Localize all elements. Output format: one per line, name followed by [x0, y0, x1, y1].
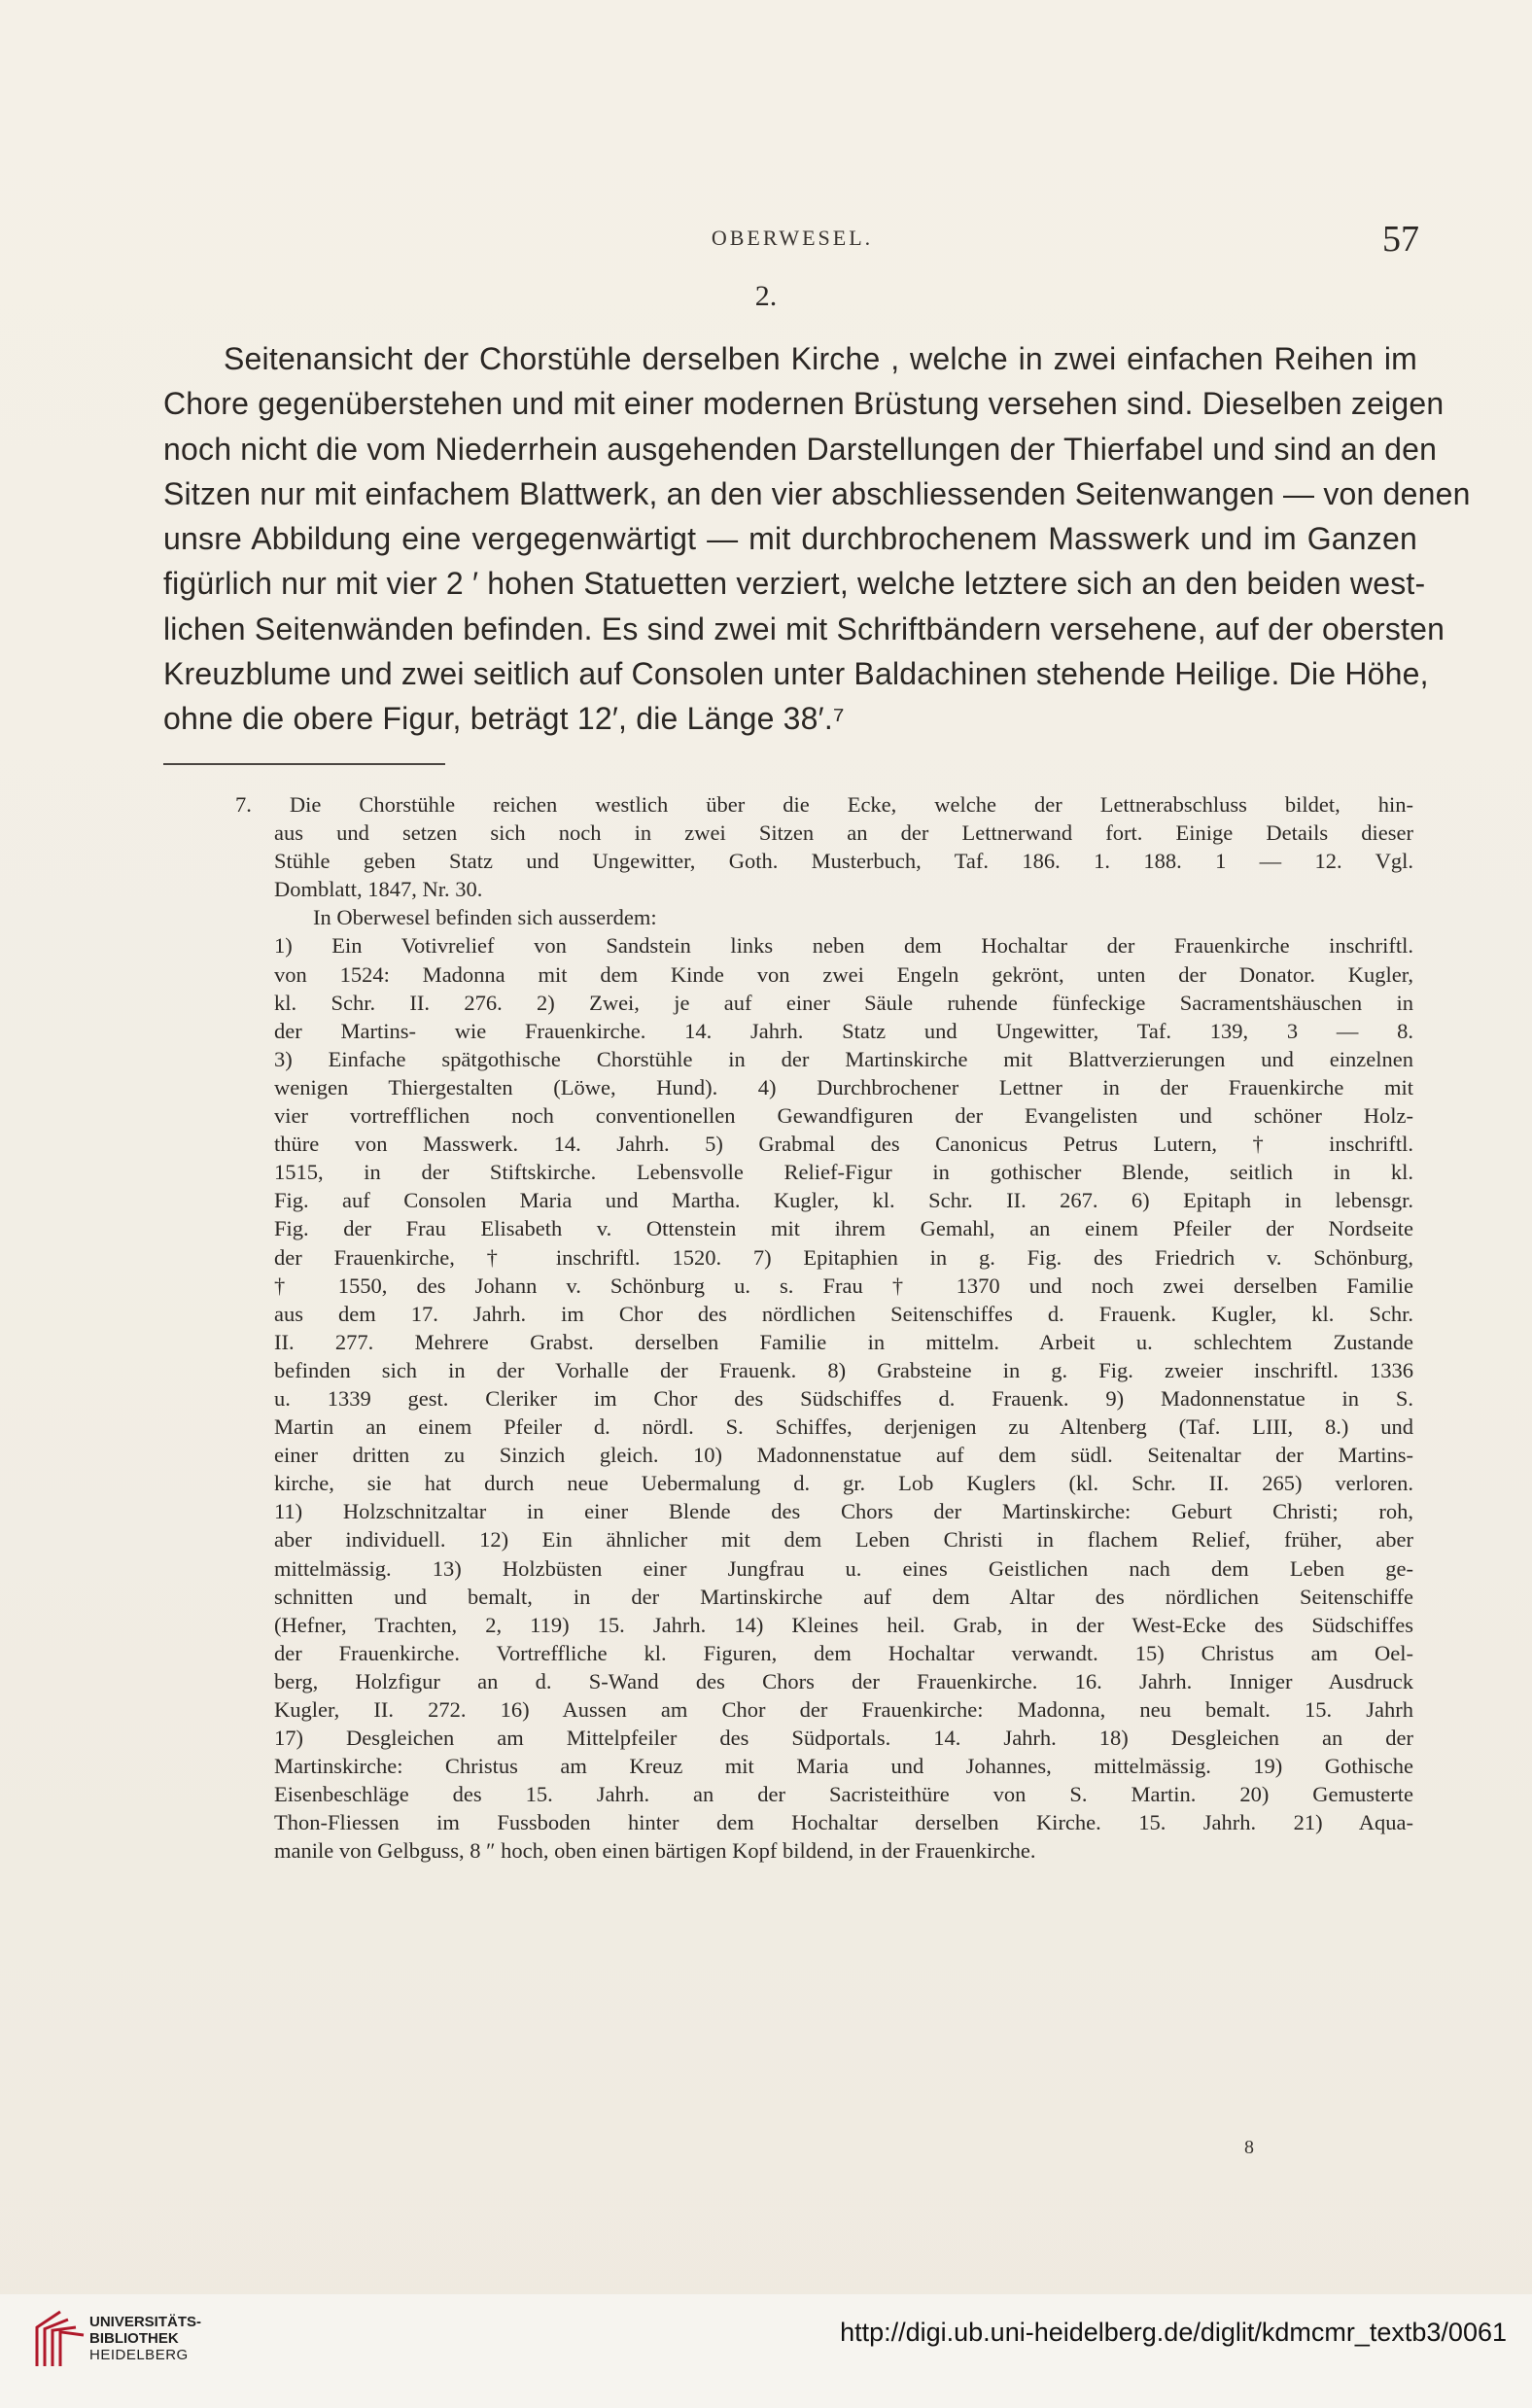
footnote-line: Kugler, II. 272. 16) Aussen am Chor der Frauenkirche: Madonna, neu bemalt. 15. Jahrh — [274, 1697, 1413, 1722]
footnote-line: der Martins- wie Frauenkirche. 14. Jahrh. Statz und Ungewitter, Taf. 139, 3 — 8. — [274, 1018, 1413, 1043]
footnote-line: u. 1339 gest. Cleriker im Chor des Südschiffes d. Frauenk. 9) Madonnenstatue in S. — [274, 1385, 1413, 1411]
logo-stroke — [37, 2312, 60, 2366]
library-name — [89, 2314, 201, 2363]
footnote-line: (Hefner, Trachten, 2, 119) 15. Jahrh. 14) Kleines heil. Grab, in der West-Ecke des Südschiffes — [274, 1612, 1413, 1637]
footnote-line: mittelmässig. 13) Holzbüsten einer Jungfrau u. eines Geistlichen nach dem Leben ge- — [274, 1555, 1413, 1581]
footnote-line: Stühle geben Statz und Ungewitter, Goth. Musterbuch, Taf. 186. 1. 188. 1 — 12. Vgl. — [274, 849, 1413, 874]
footnotes — [235, 790, 1413, 1866]
footnote-line: Domblatt, 1847, Nr. 30. — [274, 877, 483, 902]
main-text-line: Seitenansicht der Chorstühle derselben Kirche , welche in zwei einfachen Reihen im — [224, 341, 1417, 376]
footnote-line: 11) Holzschnitzaltar in einer Blende des Chors der Martinskirche: Geburt Christi; roh, — [274, 1499, 1413, 1524]
main-paragraph — [163, 336, 1471, 742]
main-text-line: Chore gegenüberstehen und mit einer modernen Brüstung versehen sind. Dieselben zeigen — [163, 386, 1445, 422]
footnote-line: aber individuell. 12) Ein ähnlicher mit dem Leben Christi in flachem Relief, früher, aber — [274, 1527, 1413, 1553]
footnote-line: wenigen Thiergestalten (Löwe, Hund). 4) Durchbrochener Lettner in der Frauenkirche mit — [274, 1074, 1413, 1099]
logo-stroke — [60, 2332, 84, 2366]
library-name-line1: UNIVERSITÄTS- — [89, 2314, 202, 2330]
footnote-line: 17) Desgleichen am Mittelpfeiler des Südportals. 14. Jahrh. 18) Desgleichen an der — [274, 1726, 1413, 1751]
main-text-line: lichen Seitenwänden befinden. Es sind zwei mit Schriftbändern versehene, auf der obersten — [163, 611, 1445, 646]
footnote-line: 3) Einfache spätgothische Chorstühle in der Martinskirche mit Blattverzierungen und einzelnen — [274, 1046, 1413, 1071]
running-title: OBERWESEL. — [711, 226, 874, 250]
footnote-line: kirche, sie hat durch neue Uebermalung d. gr. Lob Kuglers (kl. Schr. II. 265) verloren. — [274, 1471, 1413, 1496]
footnote-line: der Frauenkirche. Vortreffliche kl. Figuren, dem Hochaltar verwandt. 15) Christus am Oel- — [274, 1640, 1413, 1665]
logo-stroke — [45, 2320, 68, 2366]
main-text-line: Sitzen nur mit einfachem Blattwerk, an den vier abschliessenden Seitenwangen — von denen — [163, 475, 1471, 511]
footnote-line: In Oberwesel befinden sich ausserdem: — [313, 905, 657, 930]
main-text-line: ohne die obere Figur, beträgt 12′, die Länge 38′.⁷ — [163, 701, 845, 737]
library-name-line2: BIBLIOTHEK — [89, 2330, 179, 2347]
footnote-line: von 1524: Madonna mit dem Kinde von zwei Engeln gekrönt, unten der Donator. Kugler, — [274, 961, 1413, 987]
library-name-line3: HEIDELBERG — [89, 2347, 189, 2363]
footnote-divider — [163, 763, 445, 765]
footnote-line: manile von Gelbguss, 8 ″ hoch, oben einen bärtigen Kopf bildend, in der Frauenkirche. — [274, 1838, 1036, 1864]
source-url-link[interactable]: http://digi.ub.uni-heidelberg.de/diglit/kdmcmr_textb3/0061 — [840, 2318, 1507, 2347]
footnote-line: Martinskirche: Christus am Kreuz mit Maria und Johannes, mittelmässig. 19) Gothische — [274, 1754, 1413, 1779]
footnote-line: 1515, in der Stiftskirche. Lebensvolle Relief-Figur in gothischer Blende, seitlich in kl. — [274, 1160, 1413, 1185]
footnote-line: Fig. der Frau Elisabeth v. Ottenstein mit ihrem Gemahl, an einem Pfeiler der Nordseite — [274, 1216, 1413, 1241]
footnote-line: Thon-Fliessen im Fussboden hinter dem Hochaltar derselben Kirche. 15. Jahrh. 21) Aqua- — [274, 1810, 1413, 1835]
footnote-line: schnitten und bemalt, in der Martinskirche auf dem Altar des nördlichen Seitenschiffe — [274, 1584, 1413, 1609]
footnote-line: aus und setzen sich noch in zwei Sitzen an der Lettnerwand fort. Einige Details dieser — [274, 820, 1413, 846]
footnote-line: aus dem 17. Jahrh. im Chor des nördlichen Seitenschiffes d. Frauenk. Kugler, kl. Schr. — [274, 1301, 1413, 1326]
footnote-line: der Frauenkirche, † inschriftl. 1520. 7) Epitaphien in g. Fig. des Friedrich v. Schönburg, — [274, 1244, 1413, 1270]
footnote-line: Fig. auf Consolen Maria und Martha. Kugler, kl. Schr. II. 267. 6) Epitaph in lebensgr. — [274, 1188, 1413, 1213]
main-text-line: noch nicht die vom Niederrhein ausgehenden Darstellungen der Thierfabel und sind an den — [163, 431, 1438, 467]
footnote-line: thüre von Masswerk. 14. Jahrh. 5) Grabmal des Canonicus Petrus Lutern, † inschriftl. — [274, 1132, 1413, 1157]
footnote-line: II. 277. Mehrere Grabst. derselben Familie in mittelm. Arbeit u. schlechtem Zustande — [274, 1329, 1413, 1354]
heidelberg-library-logo-icon[interactable] — [31, 2308, 86, 2372]
footnote-line: vier vortrefflichen noch conventionellen Gewandfiguren der Evangelisten und schöner Holz- — [274, 1103, 1413, 1129]
main-text-line: figürlich nur mit vier 2 ′ hohen Statuetten verziert, welche letztere sich an den beiden west- — [163, 566, 1426, 602]
footnote-line: † 1550, des Johann v. Schönburg u. s. Frau † 1370 und noch zwei derselben Familie — [274, 1273, 1413, 1298]
footnote-line: berg, Holzfigur an d. S-Wand des Chors der Frauenkirche. 16. Jahrh. Inniger Ausdruck — [274, 1668, 1413, 1693]
section-number: 2. — [754, 280, 778, 312]
page-header — [165, 219, 1419, 274]
footnote-line: 7. Die Chorstühle reichen westlich über die Ecke, welche der Lettnerabschluss bildet, hin- — [235, 792, 1413, 817]
signature-mark: 8 — [1244, 2137, 1254, 2158]
footnote-line: Martin an einem Pfeiler d. nördl. S. Schiffes, derjenigen zu Altenberg (Taf. LIII, 8.) und — [274, 1414, 1413, 1440]
footnote-line: Eisenbeschläge des 15. Jahrh. an der Sacristeithüre von S. Martin. 20) Gemusterte — [274, 1782, 1413, 1807]
footnote-line: kl. Schr. II. 276. 2) Zwei, je auf einer Säule ruhende fünfeckige Sacramentshäuschen in — [274, 990, 1413, 1015]
digitization-footer — [0, 2294, 1532, 2408]
footnote-line: befinden sich in der Vorhalle der Frauenk. 8) Grabsteine in g. Fig. zweier inschriftl. 1336 — [274, 1357, 1413, 1382]
main-text-line: Kreuzblume und zwei seitlich auf Consolen unter Baldachinen stehende Heilige. Die Höhe, — [163, 656, 1429, 692]
footnote-line: 1) Ein Votivrelief von Sandstein links neben dem Hochaltar der Frauenkirche inschriftl. — [274, 933, 1413, 959]
main-text-line: unsre Abbildung eine vergegenwärtigt — mit durchbrochenem Masswerk und im Ganzen — [163, 521, 1417, 557]
footnote-line: einer dritten zu Sinzich gleich. 10) Madonnenstatue auf dem südl. Seitenaltar der Martins- — [274, 1443, 1413, 1468]
page-number: 57 — [1382, 219, 1419, 260]
